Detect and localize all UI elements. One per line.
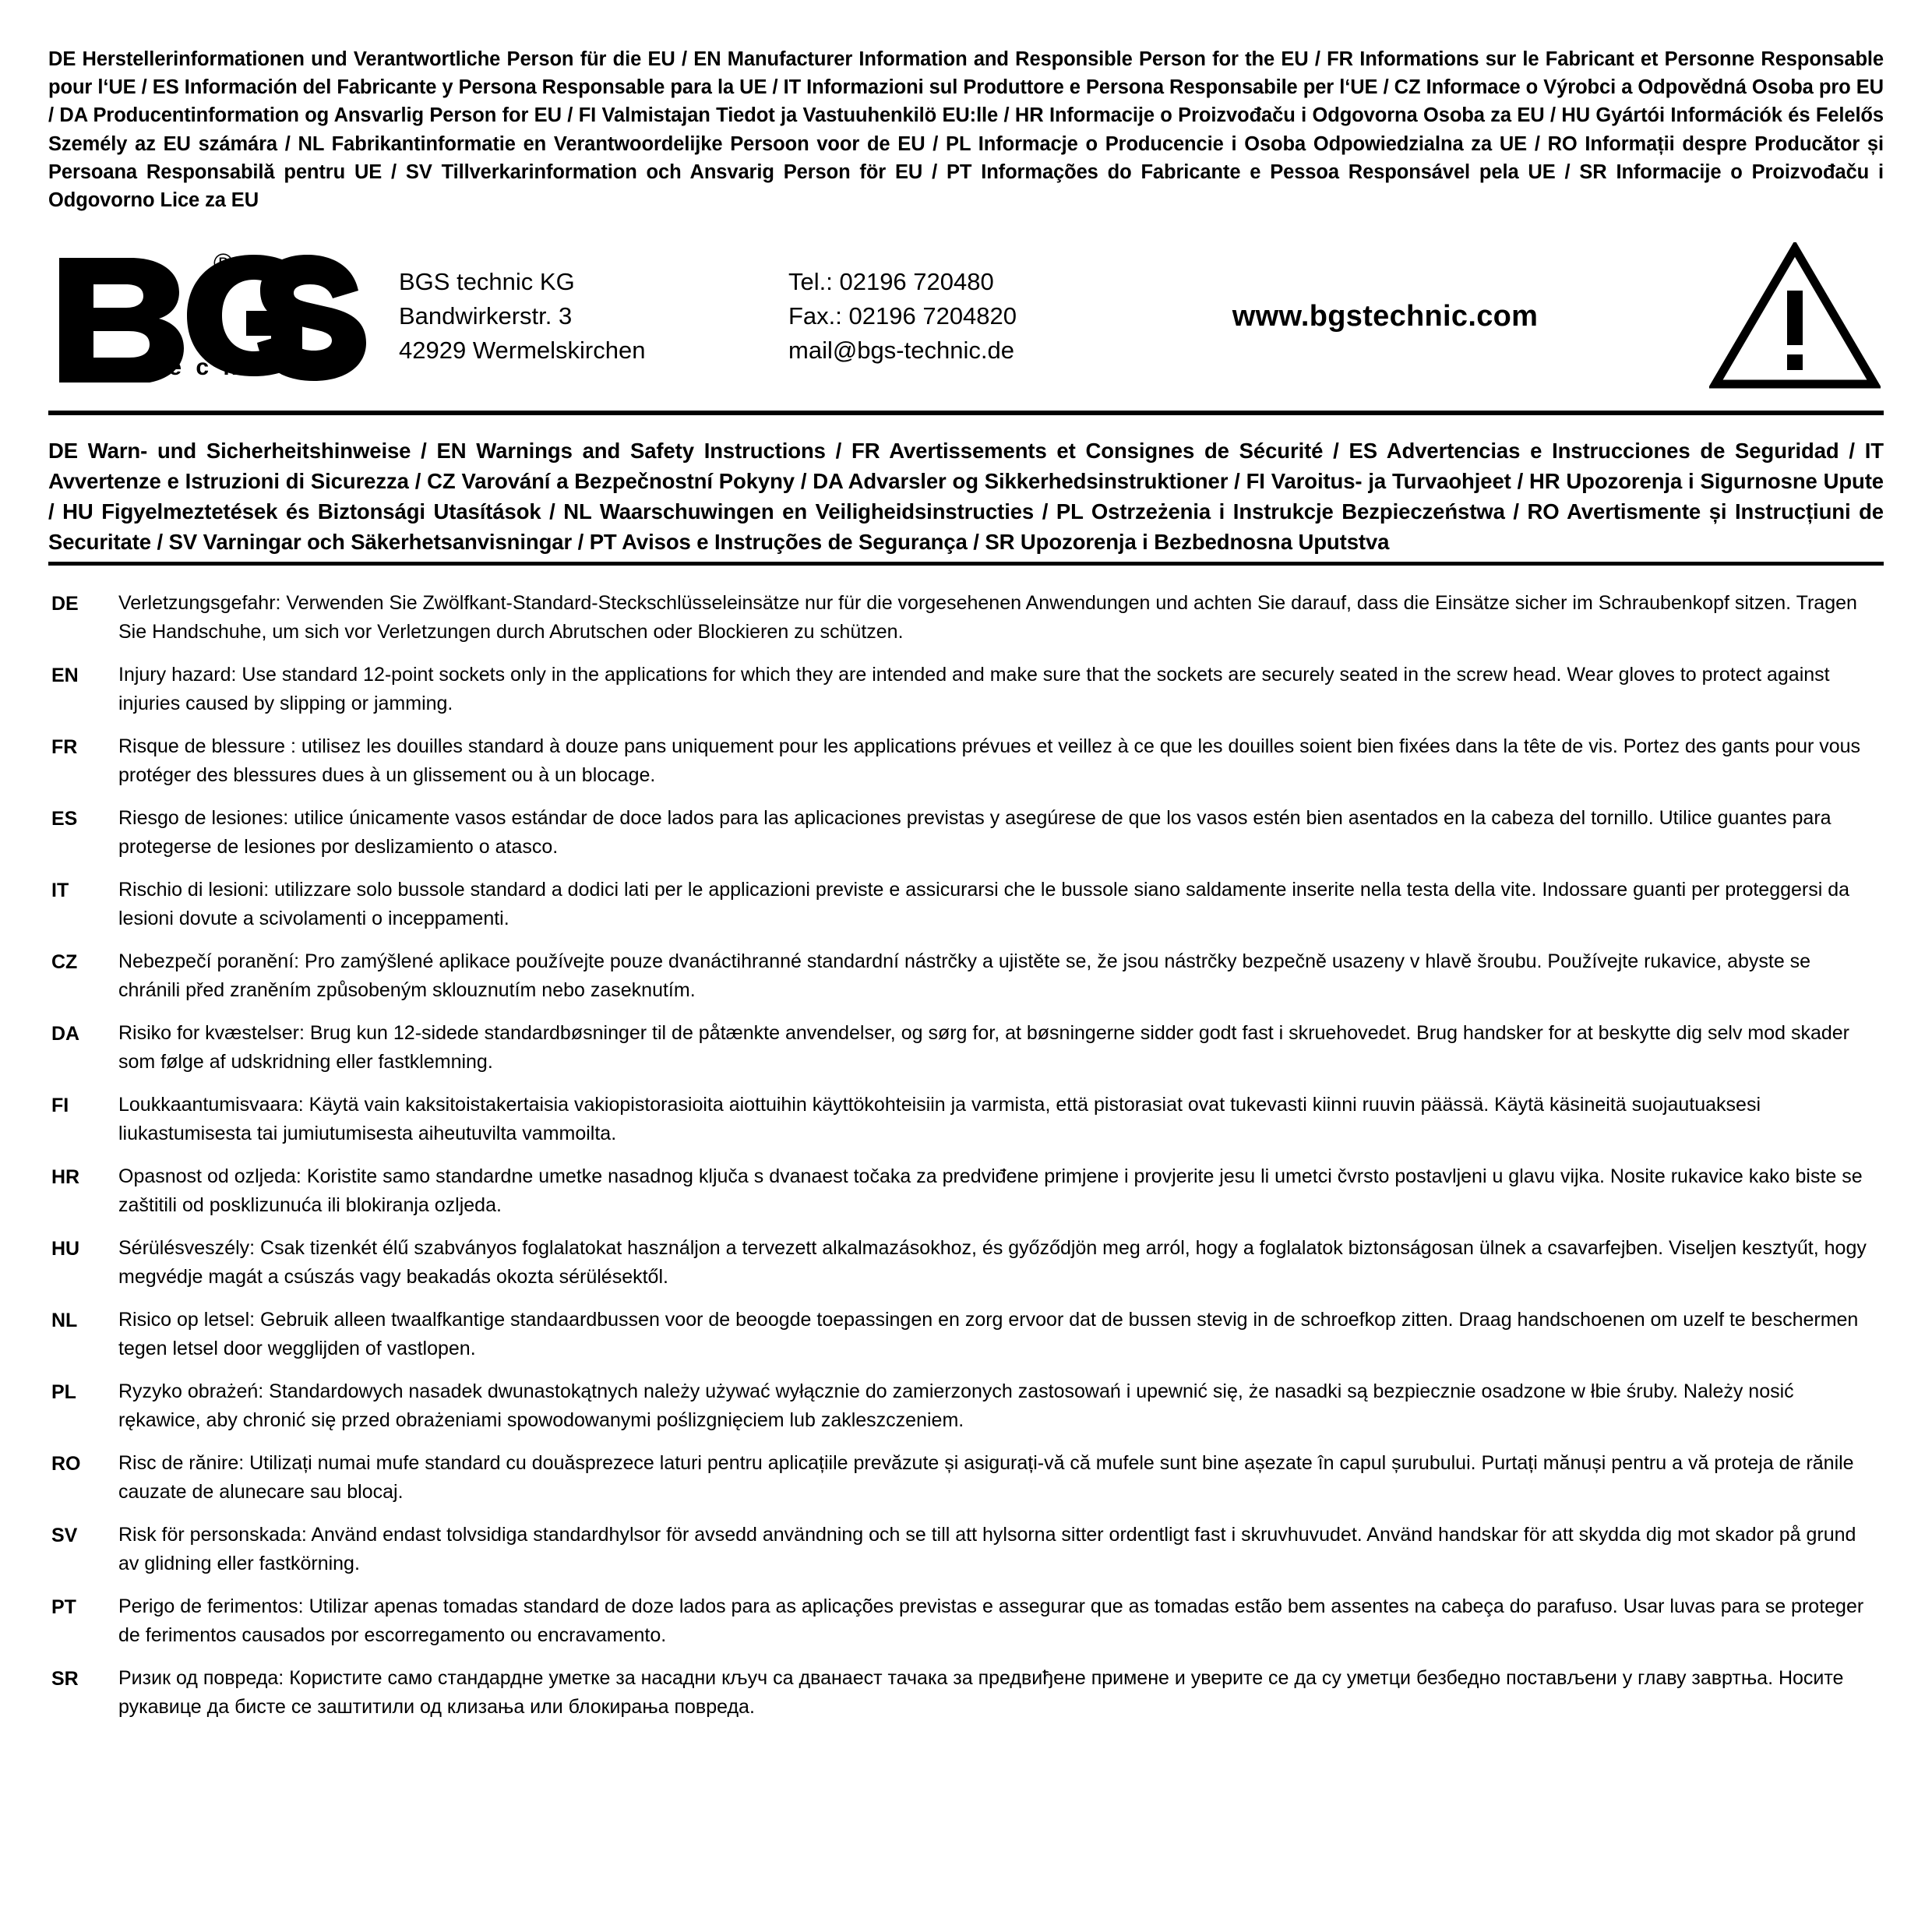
list-item	[48, 1449, 1884, 1506]
list-item	[48, 732, 1884, 789]
list-item	[48, 1091, 1884, 1148]
company-name: BGS technic KG	[399, 268, 575, 296]
instruction-text: Risiko for kvæstelser: Brug kun 12-sidede standardbøsninger til de påtænkte anvendelser, og sørg for, at bøsningerne sidder godt fast i skruehovedet. Brug handsker for at beskytte dig selv mod skader som følge af udskridning eller fastklemning.	[118, 1022, 1850, 1073]
language-code: IT	[51, 880, 69, 902]
manufacturer-info-heading: DE Herstellerinformationen und Verantwortliche Person für die EU / EN Manufacturer Information and Responsible Person for the EU / FR Informations sur le Fabricant et Personne Responsable pour l‘UE / ES Información del Fabricante y Persona Responsable para la UE / IT Informazioni sul Produttore e Persona Responsabile per l‘UE / CZ Informace o Výrobci a Odpovědná Osoba pro EU / DA Producentinformation og Ansvarlig Person for EU / FI Valmistajan Tiedot ja Vastuuhenkilö EU:lle / HR Informacije o Proizvođaču i Odgovorna Osoba za EU / HU Gyártói Információk és Felelős Személy az EU számára / NL Fabrikantinformatie en Verantwoordelijke Persoon voor de EU / PL Informacje o Producencie i Osoba Odpowiedzialna za UE / RO Informații despre Producător și Persoana Responsabilă pentru UE / SV Tillverkarinformation och Ansvarig Person för EU / PT Informações do Fabricante e Pessoa Responsável pela UE / SR Informacije o Proizvođaču i Odgovorno Lice za EU	[48, 48, 1884, 212]
instruction-text: Perigo de ferimentos: Utilizar apenas tomadas standard de doze lados para as aplicações previstas e assegurar que as tomadas estão bem assentes na cabeça do parafuso. Usar luvas para se proteger de ferimentos causados por escorregamento ou encravamento.	[118, 1595, 1864, 1646]
instruction-text: Loukkaantumisvaara: Käytä vain kaksitoistakertaisia vakiopistorasioita aiottuihin käyttökohteisiin ja varmista, että pistorasiat ovat tukevasti kiinni ruuvin päässä. Käytä käsineitä suojautuaksesi liukastumisesta tai jumiutumisesta aiheutuvilta vammoilta.	[118, 1094, 1761, 1144]
warnings-safety-heading: DE Warn- und Sicherheitshinweise / EN Warnings and Safety Instructions / FR Avertissements et Consignes de Sécurité / ES Advertencias e Instrucciones de Seguridad / IT Avvertenze e Istruzioni di Sicurezza / CZ Varování a Bezpečnostní Pokyny / DA Advarsler og Sikkerhedsinstruktioner / FI Varoitus- ja Turvaohjeet / HR Upozorenja i Sigurnosne Upute / HU Figyelmeztetések és Biztonsági Utasítások / NL Waarschuwingen en Veiligheidsinstructies / PL Ostrzeżenia i Instrukcje Bezpieczeństwa / RO Avertismente și Instrucțiuni de Securitate / SV Varningar och Säkerhetsanvisningar / PT Avisos e Instruções de Segurança / SR Upozorenja i Bezbednosna Uputstva	[48, 415, 1884, 566]
language-code: DE	[51, 593, 79, 615]
instruction-text: Risc de rănire: Utilizați numai mufe standard cu douăsprezece laturi pentru aplicațiile prevăzute și asigurați-vă că mufele sunt bine așezate în capul șurubului. Purtați mănuși pentru a vă proteja de rănile cauzate de alunecare sau blocaj.	[118, 1452, 1854, 1503]
instruction-text: Injury hazard: Use standard 12-point sockets only in the applications for which they are intended and make sure that the sockets are securely seated in the screw head. Wear gloves to protect against injuries caused by slipping or jamming.	[118, 664, 1830, 714]
list-item	[48, 1019, 1884, 1076]
instruction-list	[48, 589, 1884, 1721]
language-code: EN	[51, 665, 79, 687]
language-code: CZ	[51, 951, 78, 974]
list-item	[48, 1521, 1884, 1578]
bgs-logo	[48, 250, 388, 383]
language-code: FR	[51, 736, 78, 759]
list-item	[48, 1162, 1884, 1219]
warning-triangle-icon	[1678, 242, 1884, 390]
language-code: DA	[51, 1023, 80, 1045]
company-email[interactable]: mail@bgs-technic.de	[788, 337, 1014, 365]
language-code: SR	[51, 1668, 79, 1690]
list-item	[48, 1377, 1884, 1434]
company-header-band	[48, 233, 1884, 415]
language-code: PL	[51, 1381, 76, 1404]
company-city: 42929 Wermelskirchen	[399, 337, 646, 365]
list-item	[48, 947, 1884, 1004]
list-item	[48, 589, 1884, 646]
svg-text:t e c h n i c: t e c h n i c	[146, 354, 319, 381]
instruction-text: Ризик од повреда: Користите само стандардне уметке за насадни кључ са дванаест тачака за предвиђене примене и уверите се да су уметци безбедно постављени у главу завртња. Носите рукавице да бисте се заштитили од клизања или блокирања повреда.	[118, 1667, 1844, 1718]
instruction-text: Sérülésveszély: Csak tizenkét élű szabványos foglalatokat használjon a tervezett alkalmazásokhoz, és győződjön meg arról, hogy a foglalatok biztonságosan ülnek a csavarfejben. Viseljen kesztyűt, hogy megvédje magát a csúszás vagy beakadás okozta sérülésektől.	[118, 1237, 1867, 1288]
list-item	[48, 876, 1884, 933]
list-item	[48, 1664, 1884, 1721]
language-code: SV	[51, 1525, 78, 1547]
company-contact	[788, 265, 1116, 368]
instruction-text: Risque de blessure : utilisez les douilles standard à douze pans uniquement pour les applications prévues et veillez à ce que les douilles soient bien fixées dans la tête de vis. Portez des gants pour vous protéger des blessures dues à un glissement ou à un blocage.	[118, 735, 1861, 786]
company-fax: Fax.: 02196 7204820	[788, 302, 1017, 330]
list-item	[48, 661, 1884, 717]
list-item	[48, 1592, 1884, 1649]
list-item	[48, 1306, 1884, 1363]
language-code: HU	[51, 1238, 80, 1260]
language-code: RO	[51, 1453, 81, 1475]
language-code: NL	[51, 1310, 78, 1332]
instruction-text: Nebezpečí poranění: Pro zamýšlené aplikace používejte pouze dvanáctihranné standardní nástrčky a ujistěte se, že jsou nástrčky bezpečně usazeny v hlavě šroubu. Používejte rukavice, abyste se chránili před zraněním způsobeným sklouznutím nebo zaseknutím.	[118, 950, 1811, 1001]
list-item	[48, 1234, 1884, 1291]
language-code: FI	[51, 1095, 69, 1117]
instruction-text: Risico op letsel: Gebruik alleen twaalfkantige standaardbussen voor de beoogde toepassingen en zorg ervoor dat de bussen stevig in de schroefkop zitten. Draag handschoenen om uzelf te beschermen tegen letsel door wegglijden of vastlopen.	[118, 1309, 1859, 1359]
instruction-text: Risk för personskada: Använd endast tolvsidiga standardhylsor för avsedd användning och se till att hylsorna sitter ordentligt fast i skruvhuvudet. Använd handskar för att skydda dig mot skador på grund av glidning eller fastkörning.	[118, 1524, 1856, 1574]
company-address	[388, 265, 788, 368]
language-code: PT	[51, 1596, 76, 1619]
company-street: Bandwirkerstr. 3	[399, 302, 573, 330]
instruction-text: Verletzungsgefahr: Verwenden Sie Zwölfkant-Standard-Steckschlüsseleinsätze nur für die vorgesehenen Anwendungen und achten Sie darauf, dass die Einsätze sicher im Schraubenkopf sitzen. Tragen Sie Handschuhe, um sich vor Verletzungen durch Abrutschen oder Blockieren zu schützen.	[118, 592, 1857, 643]
company-website[interactable]: www.bgstechnic.com	[1232, 299, 1539, 333]
instruction-text: Opasnost od ozljeda: Koristite samo standardne umetke nasadnog ključa s dvanaest točaka za predviđene primjene i provjerite jesu li umetci čvrsto postavljeni u glavu vijka. Nosite rukavice kako biste se zaštitili od posklizunuća ili blokiranja ozljeda.	[118, 1165, 1863, 1216]
company-tel: Tel.: 02196 720480	[788, 268, 994, 296]
instruction-text: Ryzyko obrażeń: Standardowych nasadek dwunastokątnych należy używać wyłącznie do zamierzonych zastosowań i upewnić się, że nasadki są bezpiecznie osadzone w łbie śruby. Należy nosić rękawice, aby chronić się przed obrażeniami spowodowanymi poślizgnięciem lub zakleszczeniem.	[118, 1380, 1794, 1431]
svg-text:®: ®	[213, 250, 234, 279]
instruction-text: Rischio di lesioni: utilizzare solo bussole standard a dodici lati per le applicazioni previste e assicurarsi che le bussole siano saldamente inserite nella testa della vite. Indossare guanti per proteggersi da lesioni dovute a scivolamenti o inceppamenti.	[118, 879, 1850, 929]
list-item	[48, 804, 1884, 861]
language-code: HR	[51, 1166, 80, 1189]
language-code: ES	[51, 808, 78, 830]
instruction-text: Riesgo de lesiones: utilice únicamente vasos estándar de doce lados para las aplicaciones previstas y asegúrese de que los vasos estén bien asentados en la cabeza del tornillo. Utilice guantes para protegerse de lesiones por deslizamiento o atasco.	[118, 807, 1832, 858]
